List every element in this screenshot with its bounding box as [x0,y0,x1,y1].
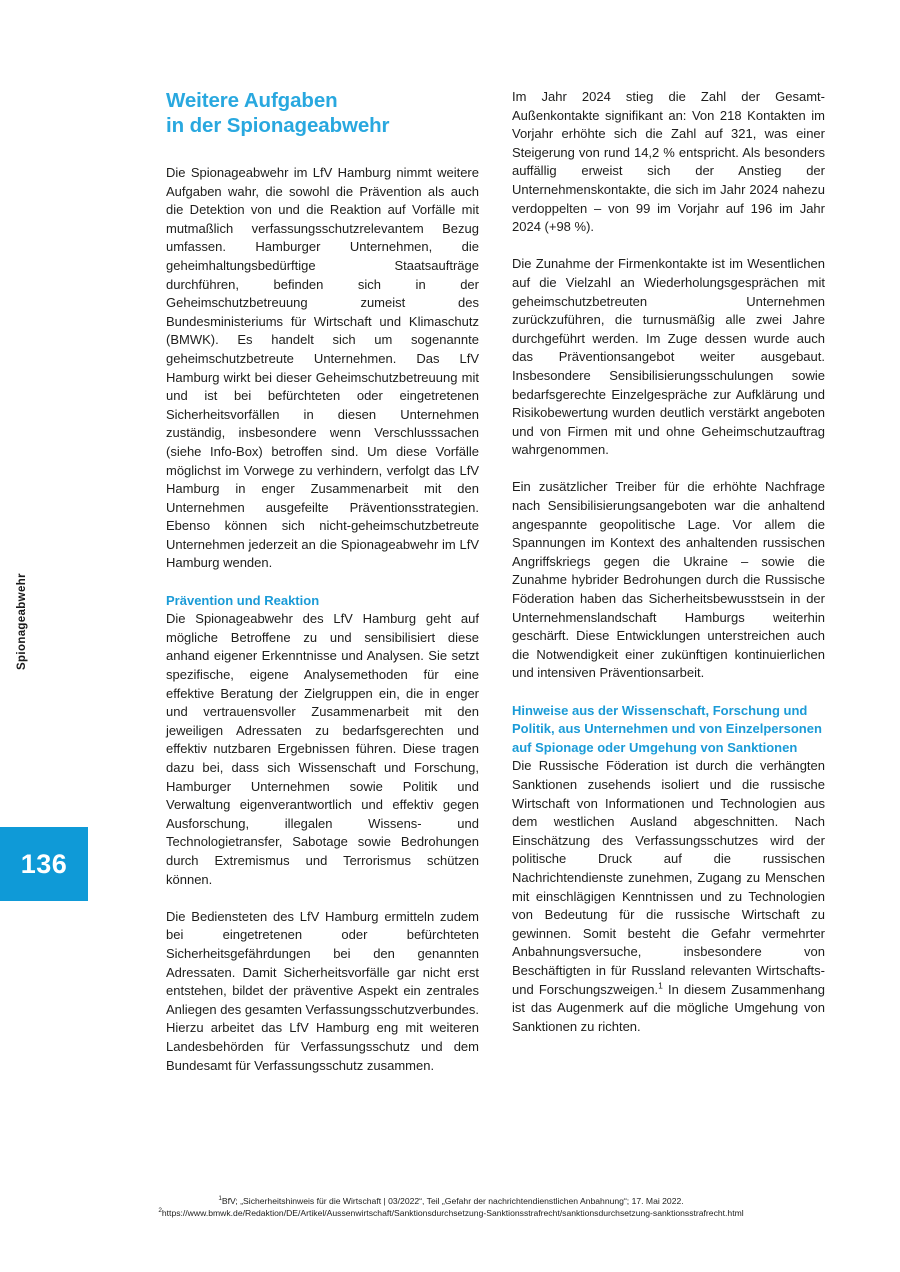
page-number: 136 [20,848,68,879]
left-margin-rail [0,0,160,1272]
paragraph-right-2: Die Zunahme der Firmenkontakte ist im Wesentlichen auf die Vielzahl an Wiederholungsgesprächen mit geheimschutzbetreuten Unternehmen zurückzuführen, die turnusmäßig alle zwei Jahre durchgeführt werden. Im Zuge dessen wurde auch das Präventionsangebot weiter ausgebaut. Insbesondere Sensibilisierungsschulungen sowie bedarfsgerechte Einzelgespräche zur Aufklärung und Risikobewertung wurden deutlich verstärkt angeboten und von Firmen mit und ohne Geheimschutzauftrag wahrgenommen. [512,256,825,458]
section-label-vertical: Spionageabwehr [16,573,28,670]
page-title-line-1: Weitere Aufgaben [166,89,338,112]
page-title-line-2: in der Spionageabwehr [166,114,390,137]
subheading-praevention-und-reaktion: Prävention und Reaktion [166,592,320,608]
paragraph-right-4-text-a: Die Russische Föderation ist durch die verhängten Sanktionen zusehends isoliert und die russische Wirtschaft von Informationen und Technologien aus dem westlichen Ausland abgeschnitten. Nach Einschätzung des Verfassungsschutzes wird der politische Druck auf die russischen Nachrichtendienste zunehmen, Zugang zu Menschen mit einschlägigen Kenntnissen und zu Technologien von Bedeutung für die russische Wirtschaft zu gewinnen. Somit besteht die Gefahr vermehrter Anbahnungsversuche, insbesondere von Beschäftigten in für Russland relevanten Wirtschafts- und Forschungszweigen. [512,758,825,997]
page-number-badge [0,827,88,901]
paragraph-left-3: Die Bediensteten des LfV Hamburg ermitteln zudem bei eingetretenen oder befürchteten Sicherheitsgefährdungen bei den genannten Adressaten. Damit Sicherheitsvorfälle gar nicht erst entstehen, bildet der präventive Aspekt ein zentrales Anliegen des gesamten Verfassungsschutzverbundes. Hierzu arbeitet das LfV Hamburg eng mit weiteren Landesbehörden für Verfassungsschutz und dem Bundesamt für Verfassungsschutz zusammen. [166,908,479,1073]
column-right [512,88,825,1075]
paragraph-right-4 [512,757,825,1036]
paragraph-left-2: Die Spionageabwehr des LfV Hamburg geht auf mögliche Betroffene zu und sensibilisiert diese anhand eigener Erkenntnisse und Analysen. Sie setzt spezifische, eigene Analysemethoden für eine effektive Beratung der Zielgruppen ein, die in enger und vertrauensvoller Zusammenarbeit mit den jeweiligen Adressaten zu bedarfsgerechten und effektiv nutzbaren Ergebnissen führen. Diese tragen dazu bei, dass sich Wissenschaft und Forschung, Hamburger Unternehmen sowie Politik und Verwaltung eigenverantwortlich und effektiv gegen Ausforschung, illegalen Wissens- und Technologietransfer, Sabotage sowie Bedrohungen durch Extremismus und Terrorismus schützen können. [166,611,479,887]
footnote-2-text: https://www.bmwk.de/Redaktion/DE/Artikel/Aussenwirtschaft/Sanktionsdurchsetzung-Sanktionsstrafrecht/sanktionsdurchsetzung-sanktionsstrafrecht.html [161,1207,744,1218]
subheading-hinweise [512,702,825,758]
subheading-hinweise-line-1: Hinweise aus der Wissenschaft, Forschung und [512,702,808,718]
subheading-hinweise-line-2: Politik, aus Unternehmen und von Einzelpersonen [512,721,822,737]
footnote-reference-1: 1 [658,980,663,991]
paragraph-right-1: Im Jahr 2024 stieg die Zahl der Gesamt-Außenkontakte signifikant an: Von 218 Kontakten im Vorjahr erhöhte sich die Zahl auf 321, was einer Steigerung von rund 14,2 % entspricht. Als besonders auffällig erweist sich der Anstieg der Unternehmenskontakte, die sich im Jahr 2024 nahezu verdoppelten – von 99 im Vorjahr auf 196 im Jahr 2024 (+98 %). [512,89,825,235]
footnotes-block [46,1196,856,1219]
page-title [166,88,479,138]
footnote-2-marker: 2 [158,1206,162,1214]
subheading-hinweise-line-3: auf Spionage oder Umgehung von Sanktionen [512,739,798,755]
article-columns [166,88,826,1075]
paragraph-left-1: Die Spionageabwehr im LfV Hamburg nimmt weitere Aufgaben wahr, die sowohl die Prävention als auch die Detektion von und die Reaktion auf Vorfälle mit mutmaßlich verfassungsschutzrelevantem Bezug umfassen. Hamburger Unternehmen, die geheimhaltungsbedürftige Staatsaufträge durchführen, befinden sich in der Geheimschutzbetreuung zumeist des Bundesministeriums für Wirtschaft und Klimaschutz (BMWK). Es handelt sich um sogenannte geheimschutzbetreute Unternehmen. Das LfV Hamburg wirkt bei dieser Geheimschutzbetreuung mit und ist bei befürchteten oder eingetretenen Sicherheitsvorfällen in diesen Unternehmen zuständig, insbesondere wenn Verschlusssachen (siehe Info-Box) betroffen sind. Um diese Vorfälle möglichst im Vorwege zu verhindern, verfolgt das LfV Hamburg in enger Zusammenarbeit mit den Unternehmen ausgefeilte Präventionsstrategien. Ebenso können sich nicht-geheimschutzbetreute Unternehmen jederzeit an die Spionageabwehr im LfV Hamburg wenden. [166,165,479,571]
footnote-1-marker: 1 [218,1195,222,1203]
column-left [166,88,479,1075]
footnote-1-text: BfV; „Sicherheitshinweis für die Wirtschaft | 03/2022“, Teil „Gefahr der nachrichtendienstlichen Anbahnung“; 17. Mai 2022. [221,1196,684,1206]
footnote-2 [46,1208,856,1220]
footnote-1 [46,1196,856,1208]
paragraph-right-3: Ein zusätzlicher Treiber für die erhöhte Nachfrage nach Sensibilisierungsangeboten war die anhaltend angespannte geopolitische Lage. Vor allem die Spannungen im Kontext des anhaltenden russischen Angriffskriegs gegen die Ukraine – sowie die Zunahme hybrider Bedrohungen durch die Russische Föderation haben das Sicherheitsbewusstsein in der Unternehmenslandschaft Hamburgs weiterhin geschärft. Diese Entwicklungen unterstreichen auch die Notwendigkeit einer zukünftigen kontinuierlichen und intensiven Präventionsarbeit. [512,479,825,681]
paragraph-right-4-text-b: In diesem Zusammenhang ist das Augenmerk auf die mögliche Umgehung von Sanktionen zu richten. [512,981,826,1034]
